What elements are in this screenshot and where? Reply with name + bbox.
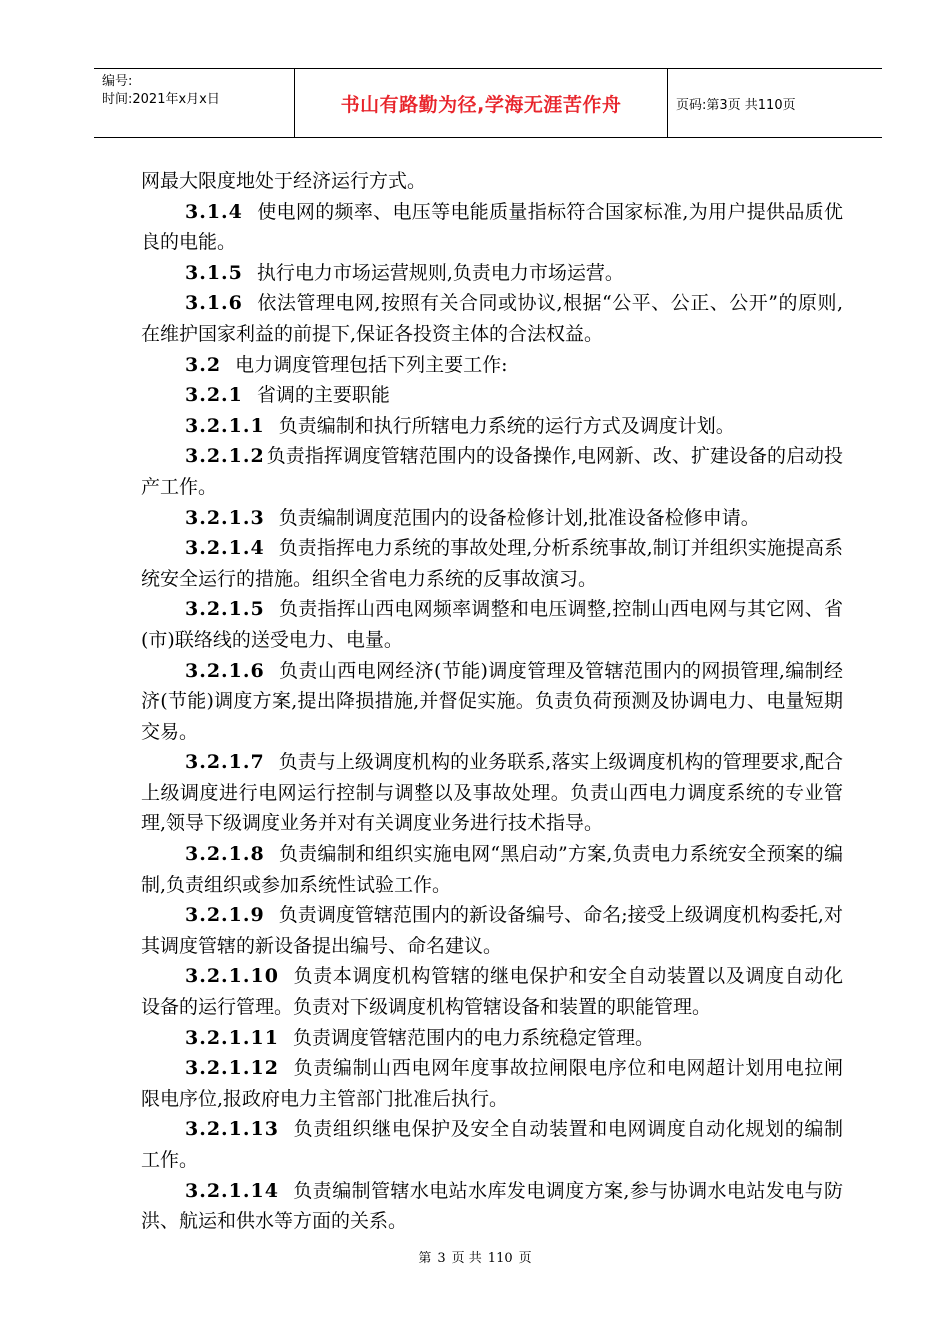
header-page-info: 页码:第3页 共110页 (676, 97, 796, 113)
header-left-cell (94, 69, 295, 137)
clause-number: 3.2.1 (185, 384, 243, 407)
paragraph: 3.1.4 使电网的频率、电压等电能质量指标符合国家标准,为用户提供品质优良的电能。 (141, 200, 843, 254)
paragraph: 3.2 电力调度管理包括下列主要工作: (185, 353, 508, 376)
document-body (141, 166, 843, 1237)
page-footer (0, 1247, 950, 1266)
clause-number: 3.2.1.13 (185, 1118, 279, 1141)
paragraph: 3.2.1.1 负责编制和执行所辖电力系统的运行方式及调度计划。 (185, 414, 735, 437)
paragraph: 3.1.6 依法管理电网,按照有关合同或协议,根据“公平、公正、公开”的原则,在维护国家利益的前提下,保证各投资主体的合法权益。 (141, 292, 843, 345)
clause-number: 3.2 (185, 353, 222, 376)
paragraph: 3.2.1.6 负责山西电网经济(节能)调度管理及管辖范围内的网损管理,编制经济(节能)调度方案,提出降损措施,并督促实施。负责负荷预测及协调电力、电量短期交易。 (141, 659, 843, 743)
footer-current-page: 3 (437, 1251, 446, 1266)
clause-number: 3.1.4 (185, 200, 243, 223)
serial-label: 编号: (102, 74, 133, 89)
paragraph: 3.2.1.13 负责组织继电保护及安全自动装置和电网调度自动化规划的编制工作。 (141, 1118, 843, 1171)
paragraph: 3.2.1.5 负责指挥山西电网频率调整和电压调整,控制山西电网与其它网、省(市)联络线的送受电力、电量。 (141, 598, 843, 651)
clause-number: 3.2.1.7 (185, 751, 265, 774)
clause-number: 3.2.1.2 (185, 445, 265, 468)
clause-number: 3.2.1.11 (185, 1026, 279, 1049)
paragraph: 3.2.1.7 负责与上级调度机构的业务联系,落实上级调度机构的管理要求,配合上级调度进行电网运行控制与调整以及事故处理。负责山西电力调度系统的专业管理,领导下级调度业务并对有关调度业务进行技术指导。 (141, 751, 843, 835)
clause-number: 3.2.1.3 (185, 506, 265, 529)
clause-number: 3.2.1.5 (185, 598, 265, 621)
footer-total-pages: 110 (487, 1251, 513, 1266)
paragraph: 3.2.1.9 负责调度管辖范围内的新设备编号、命名;接受上级调度机构委托,对其调度管辖的新设备提出编号、命名建议。 (141, 904, 843, 957)
paragraph: 3.2.1.10 负责本调度机构管辖的继电保护和安全自动装置以及调度自动化设备的运行管理。负责对下级调度机构管辖设备和装置的职能管理。 (141, 965, 843, 1019)
footer-suffix: 页 (518, 1251, 532, 1266)
paragraph: 3.2.1.2 负责指挥调度管辖范围内的设备操作,电网新、改、扩建设备的启动投产工作。 (141, 445, 843, 498)
clause-number: 3.2.1.10 (185, 965, 279, 988)
header-motto: 书山有路勤为径,学海无涯苦作舟 (295, 69, 668, 137)
clause-number: 3.2.1.8 (185, 843, 265, 866)
time-label: 时间:2021年x月x日 (102, 92, 220, 107)
paragraph: 3.2.1.8 负责编制和组织实施电网“黑启动”方案,负责电力系统安全预案的编制,负责组织或参加系统性试验工作。 (141, 843, 843, 896)
clause-number: 3.2.1.6 (185, 659, 265, 682)
footer-mid: 页 共 (451, 1251, 482, 1266)
clause-number: 3.2.1.9 (185, 904, 265, 927)
paragraph: 网最大限度地处于经济运行方式。 (141, 170, 427, 192)
paragraph: 3.2.1.11 负责调度管辖范围内的电力系统稳定管理。 (185, 1026, 654, 1049)
paragraph: 3.2.1 省调的主要职能 (185, 384, 390, 407)
clause-number: 3.2.1.4 (185, 537, 265, 560)
clause-number: 3.1.5 (185, 261, 243, 284)
document-header (94, 68, 882, 138)
clause-number: 3.2.1.1 (185, 414, 265, 437)
footer-prefix: 第 (418, 1251, 432, 1266)
paragraph: 3.2.1.4 负责指挥电力系统的事故处理,分析系统事故,制订并组织实施提高系统安全运行的措施。组织全省电力系统的反事故演习。 (141, 537, 843, 590)
clause-number: 3.2.1.12 (185, 1057, 279, 1080)
paragraph: 3.2.1.14 负责编制管辖水电站水库发电调度方案,参与协调水电站发电与防洪、航运和供水等方面的关系。 (141, 1179, 843, 1233)
paragraph: 3.2.1.3 负责编制调度范围内的设备检修计划,批准设备检修申请。 (185, 506, 760, 529)
clause-number: 3.2.1.14 (185, 1179, 279, 1202)
paragraph: 3.2.1.12 负责编制山西电网年度事故拉闸限电序位和电网超计划用电拉闸限电序位,报政府电力主管部门批准后执行。 (141, 1057, 843, 1110)
paragraph: 3.1.5 执行电力市场运营规则,负责电力市场运营。 (185, 261, 624, 284)
clause-number: 3.1.6 (185, 292, 243, 315)
